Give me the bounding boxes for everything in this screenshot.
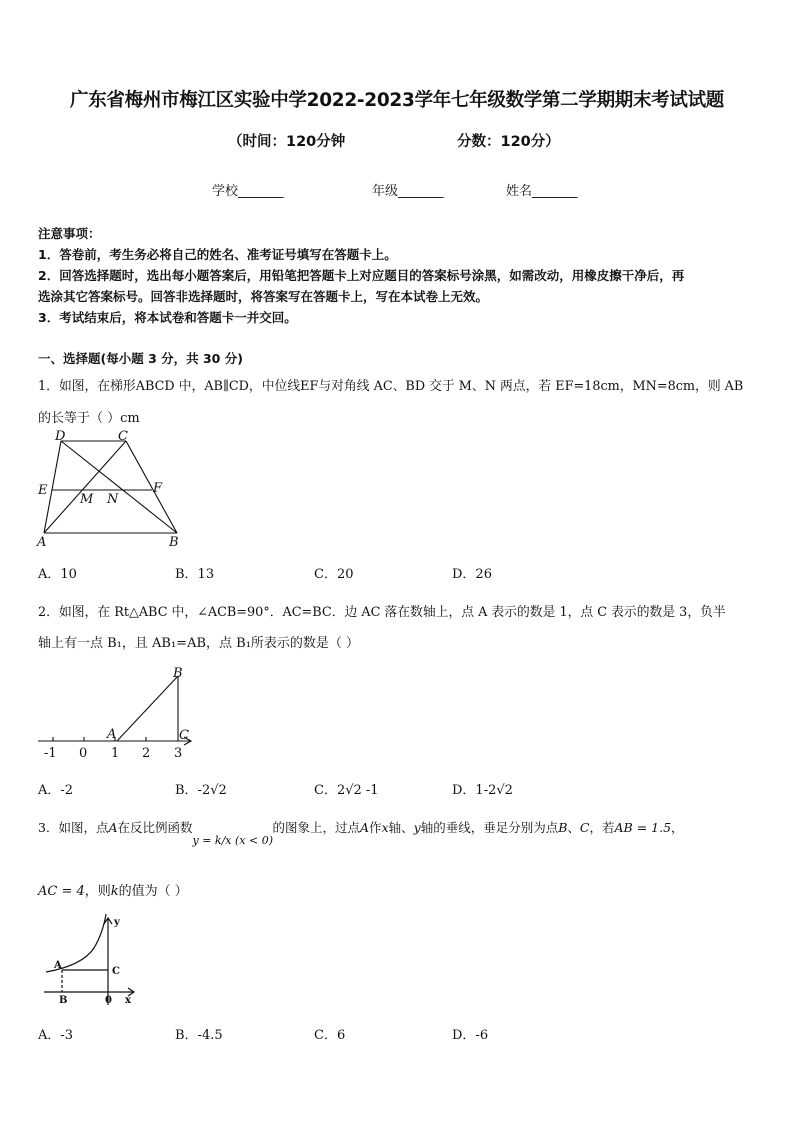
q1-option-d[interactable]: D．26 [452, 567, 492, 582]
q3-ab-value: AB = 1.5 [614, 820, 672, 835]
q3-var-b: B [558, 820, 568, 835]
q3-text-e: 轴、 [388, 820, 414, 835]
q3-label-x: x [125, 995, 131, 1006]
q3-text-b: 在反比例函数 [117, 820, 193, 835]
q2-label-c: C [179, 728, 189, 743]
q2-tick-2: 2 [142, 746, 151, 761]
q2-text-line1: 2．如图，在 Rt△ABC 中，∠ACB=90°．AC=BC．边 AC 落在数轴上，点 A 表示的数是 1，点 C 表示的数是 3，负半 [38, 605, 726, 620]
q3-label-origin: 0 [105, 995, 112, 1006]
q3-label-a: A [54, 960, 62, 971]
q3-var-y: y [413, 820, 421, 835]
q3-option-a[interactable]: A．-3 [38, 1028, 74, 1043]
q1-text-line2: 的长等于（ ）cm [38, 411, 140, 426]
q2-number-line-figure [34, 662, 204, 762]
q3-option-d[interactable]: D．-6 [452, 1028, 489, 1043]
school-field: 学校_______ [212, 184, 284, 199]
q2-text-line2: 轴上有一点 B₁，且 AB₁=AB，点 B₁所表示的数是（ ） [38, 636, 360, 651]
notes-item-2b: 选涂其它答案标号。回答非选择题时，将答案写在答题卡上，写在本试卷上无效。 [38, 289, 489, 304]
q1-label-a: A [37, 535, 47, 550]
q1-trapezoid-figure [34, 430, 194, 550]
q1-label-c: C [118, 430, 128, 444]
q3-var-a2: A [360, 820, 370, 835]
section-heading: 一、选择题(每小题 3 分，共 30 分) [38, 351, 243, 366]
q1-label-b: B [169, 535, 179, 550]
q3-text-f: 轴的垂线，垂足分别为点 [420, 820, 559, 835]
q1-label-n: N [107, 492, 119, 507]
notes-item-1: 1．答卷前，考生务必将自己的姓名、准考证号填写在答题卡上。 [38, 247, 397, 262]
q2-option-d[interactable]: D．1-2√2 [452, 783, 513, 798]
notes-item-2a: 2．回答选择题时，选出每小题答案后，用铅笔把答题卡上对应题目的答案标号涂黑，如需改动，用橡皮擦干净后，再 [38, 268, 685, 283]
q2-option-b[interactable]: B．-2√2 [175, 783, 227, 798]
q1-option-a[interactable]: A．10 [38, 567, 77, 582]
exam-title: 广东省梅州市梅江区实验中学2022-2023学年七年级数学第二学期期末考试试题 [70, 90, 724, 111]
q3-option-c[interactable]: C．6 [314, 1028, 346, 1043]
notes-item-3: 3．考试结束后，将本试卷和答题卡一并交回。 [38, 310, 297, 325]
q3-label-y: y [114, 917, 120, 928]
notes-heading: 注意事项： [38, 226, 101, 241]
q1-text-line1: 1．如图，在梯形ABCD 中，AB∥CD，中位线EF与对角线 AC、BD 交于 M、N 两点，若 EF=18cm，MN=8cm，则 AB [38, 379, 744, 394]
q3-formula: y = k/x (x < 0) [192, 834, 273, 847]
q3-label-c: C [112, 966, 120, 977]
q3-var-x: x [381, 820, 389, 835]
q3-label-b: B [59, 995, 68, 1006]
exam-score: 分数：120分） [457, 134, 560, 150]
q3-text-c: 的图象上，过点 [272, 820, 361, 835]
q2-tick-0: 0 [79, 746, 88, 761]
exam-time: （时间：120分钟 [228, 134, 346, 150]
q3-var-k: k [110, 884, 119, 899]
q3-text-then: ，则 [84, 884, 111, 899]
q1-label-d: D [55, 430, 66, 444]
q2-label-a: A [107, 727, 117, 742]
q2-option-a[interactable]: A．-2 [38, 783, 74, 798]
q1-option-b[interactable]: B．13 [175, 567, 215, 582]
q3-var-a: A [108, 820, 118, 835]
q3-var-c: C [579, 820, 590, 835]
grade-field: 年级_______ [372, 184, 444, 199]
q3-ac-value: AC = 4 [38, 884, 85, 899]
q2-tick--1: -1 [44, 746, 57, 761]
q3-text-d: 作 [369, 820, 382, 835]
q3-text-g: ，若 [589, 820, 615, 835]
q2-tick-3: 3 [174, 746, 183, 761]
q2-tick-1: 1 [111, 746, 120, 761]
q1-option-c[interactable]: C．20 [314, 567, 354, 582]
q3-text-question: 的值为（ ） [118, 884, 188, 899]
q1-label-m: M [80, 492, 94, 507]
q1-label-f: F [153, 481, 163, 496]
q1-label-e: E [38, 483, 48, 498]
q2-label-b: B [173, 666, 183, 681]
q3-text-line2 [38, 880, 188, 899]
q2-option-c[interactable]: C．2√2 -1 [314, 783, 379, 798]
q3-text-line1: 3．如图，点A在反比例函数y = k/x (x < 0)的图象上，过点A作x轴、y轴的垂线，垂足分别为点B、C，若AB = 1.5， [38, 820, 684, 847]
name-field: 姓名_______ [506, 184, 578, 199]
q3-hyperbola-figure [34, 910, 144, 1010]
q3-text-a: 3．如图，点 [38, 820, 109, 835]
q3-option-b[interactable]: B．-4.5 [175, 1028, 223, 1043]
